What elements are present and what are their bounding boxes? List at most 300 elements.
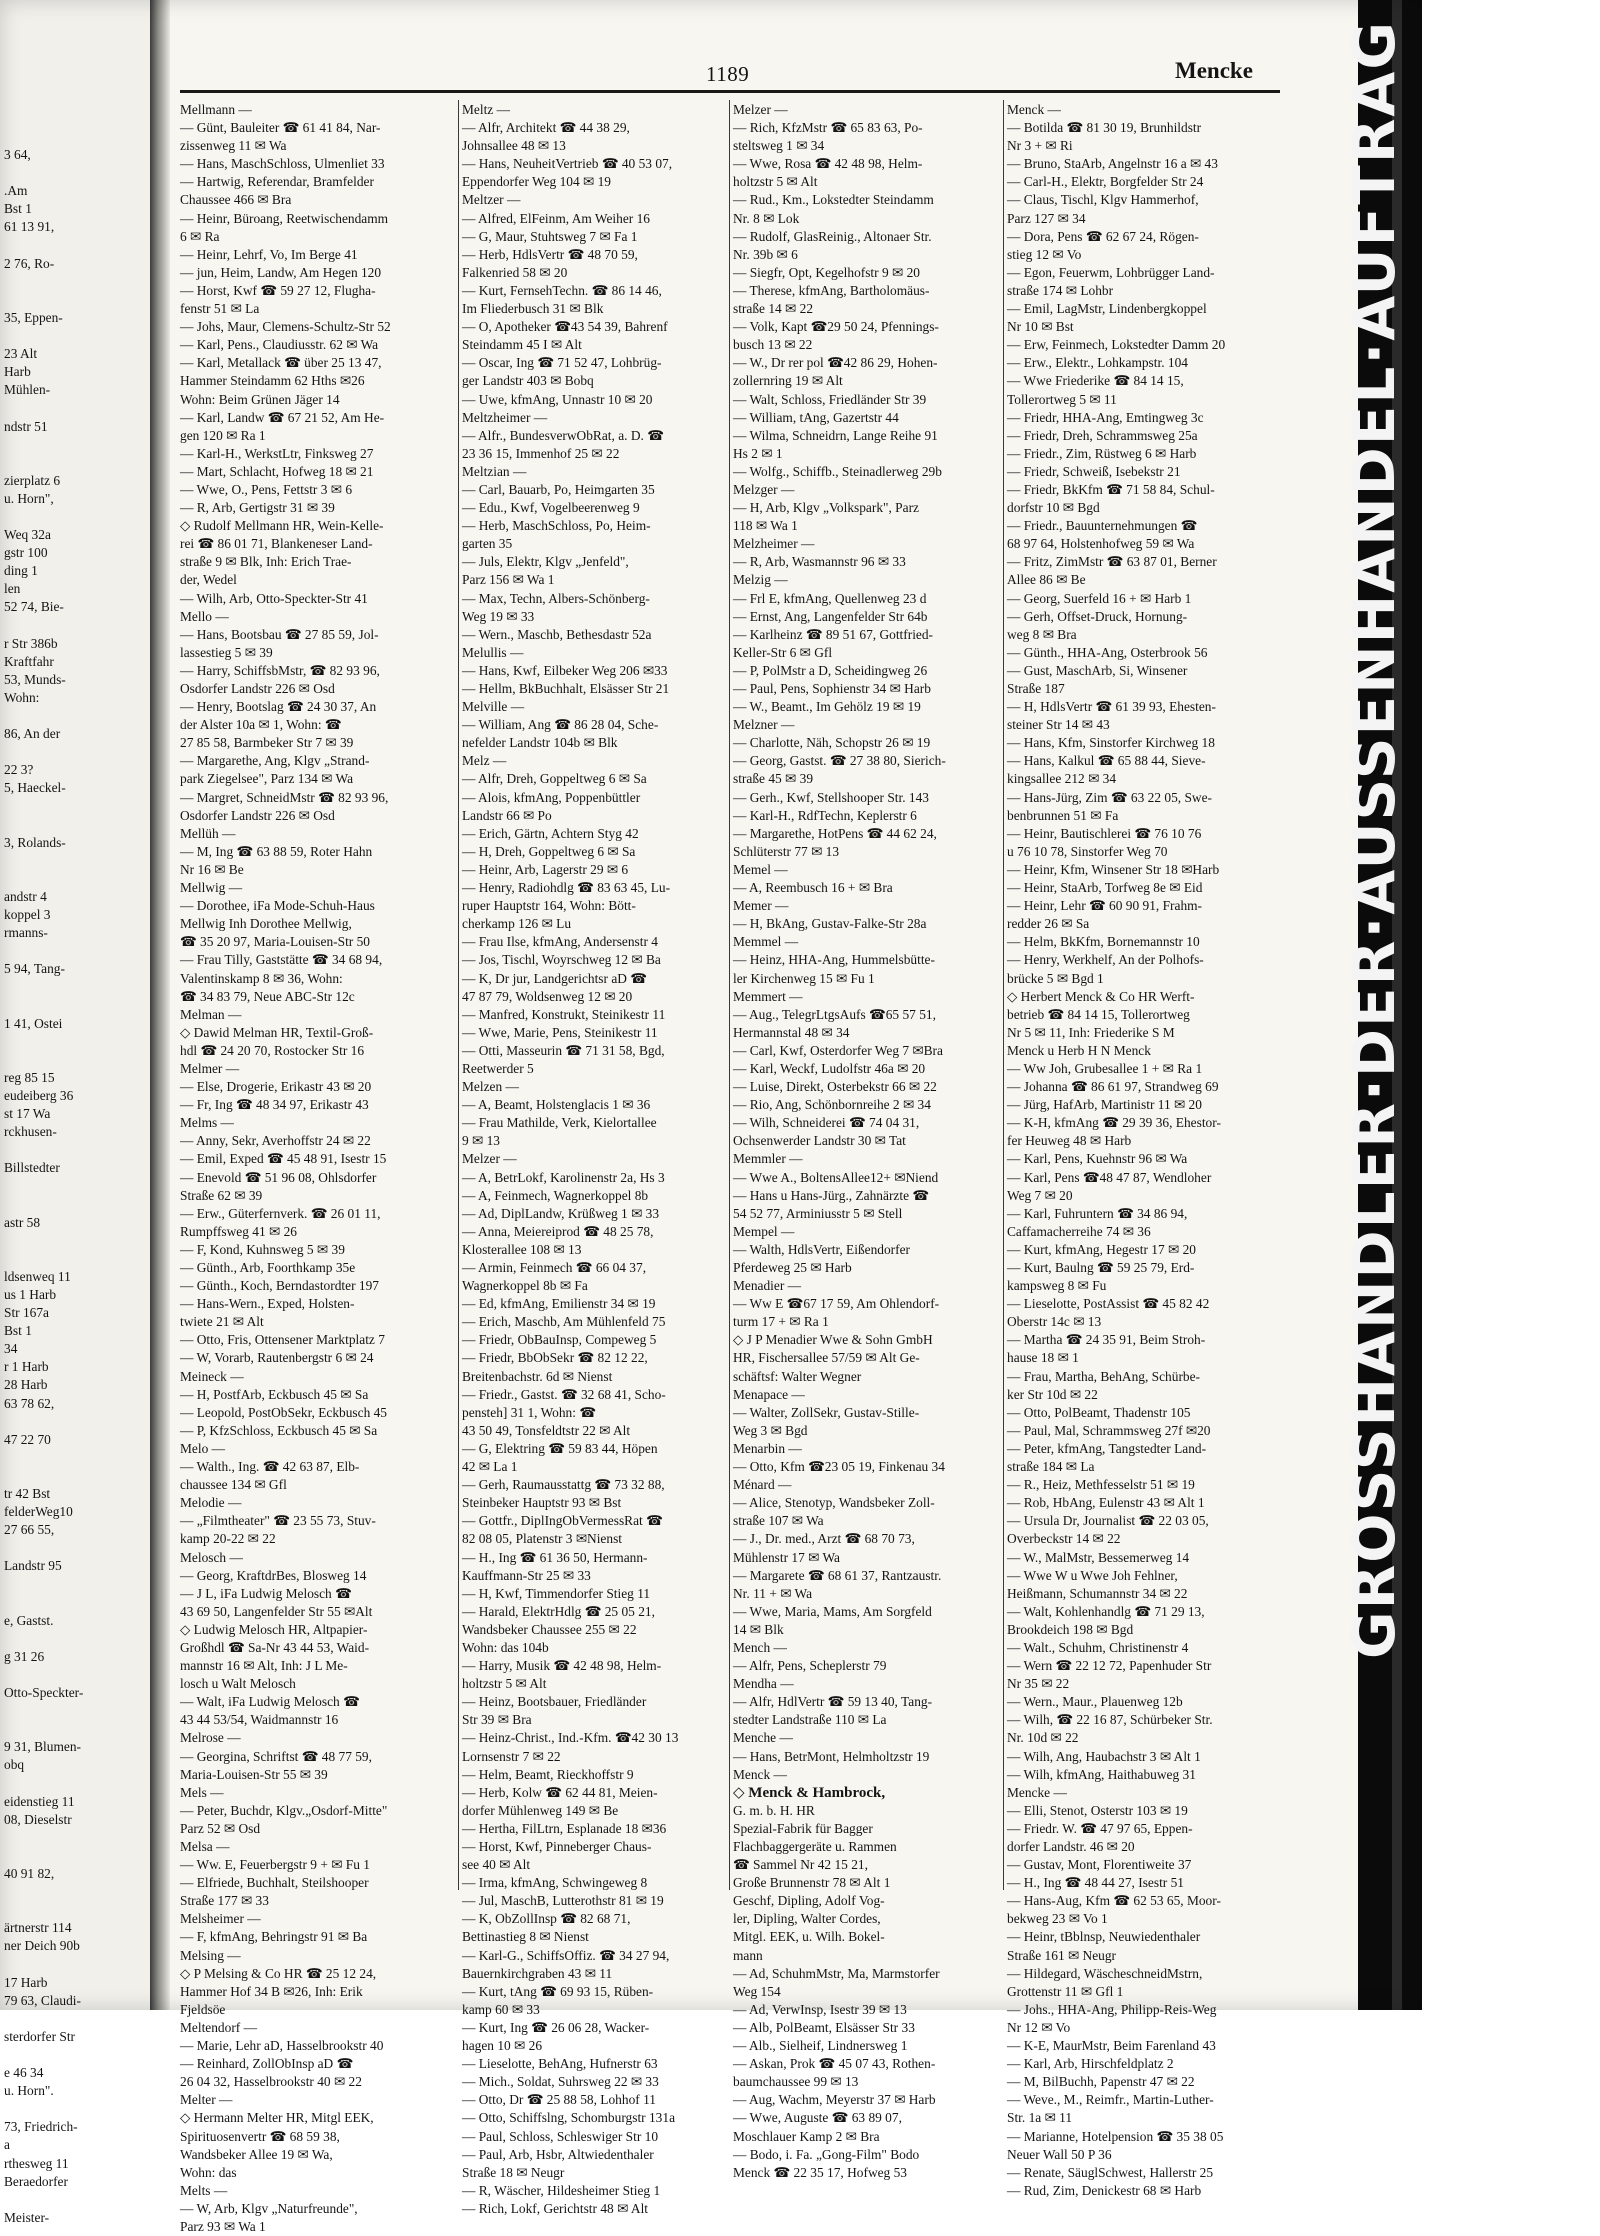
directory-line: ger Landstr 403 ✉ Bobq xyxy=(462,373,594,389)
directory-line: fenstr 51 ✉ La xyxy=(180,301,260,317)
directory-line: — Reinhard, ZollObInsp aD ☎ xyxy=(180,2056,354,2072)
directory-line: — Johs., HHA-Ang, Philipp-Reis-Weg xyxy=(1007,2001,1217,2017)
directory-line: — Karl, Arb, Hirschfeldplatz 2 xyxy=(1007,2056,1174,2072)
directory-line: Mendha — xyxy=(733,1676,794,1692)
directory-line: ◇ Rudolf Mellmann HR, Wein-Kelle- xyxy=(180,518,384,534)
directory-line: — W., MalMstr, Bessemerweg 14 xyxy=(1007,1549,1190,1565)
fragment-line: Billstedter xyxy=(4,1160,60,1176)
fragment-line: st 17 Wa xyxy=(4,1106,51,1122)
fragment-line xyxy=(4,797,150,815)
directory-line: Lornsenstr 7 ✉ 22 xyxy=(462,1748,561,1764)
fragment-line: 79 63, Claudi- xyxy=(4,1992,81,2008)
directory-line: Nr. 10d ✉ 22 xyxy=(1007,1730,1079,1746)
directory-line: stedter Landstraße 110 ✉ La xyxy=(733,1712,887,1728)
directory-line: — Egon, Feuerwm, Lohbrügger Land- xyxy=(1007,264,1215,280)
directory-line: — Lieselotte, BehAng, Hufnerstr 63 xyxy=(462,2056,658,2072)
fragment-line xyxy=(4,1141,150,1159)
directory-line: Melzger — xyxy=(733,481,795,497)
fragment-line: Wohn: xyxy=(4,689,40,705)
directory-line: straße 184 ✉ La xyxy=(1007,1459,1095,1475)
fragment-line xyxy=(4,816,150,834)
directory-line: — H, Arb, Klgv „Volkspark", Parz xyxy=(733,500,919,516)
fragment-line xyxy=(4,1033,150,1051)
directory-line: Mellmann — xyxy=(180,102,252,117)
directory-line: cherkamp 126 ✉ Lu xyxy=(462,916,572,932)
directory-line: 14 ✉ Blk xyxy=(733,1621,784,1637)
fragment-line: koppel 3 xyxy=(4,907,51,923)
column-separator xyxy=(729,100,730,1890)
directory-line: Im Fliederbusch 31 ✉ Blk xyxy=(462,301,604,317)
directory-line: — Rud, Zim, Denickestr 68 ✉ Harb xyxy=(1007,2182,1202,2198)
directory-line: — Juls, Elektr, Klgv „Jenfeld", xyxy=(462,554,629,570)
directory-line: Nr. 8 ✉ Lok xyxy=(733,210,800,226)
fragment-line: 52 74, Bie- xyxy=(4,599,64,615)
directory-line: — Wilh, ☎ 22 16 87, Schürbeker Str. xyxy=(1007,1712,1213,1728)
directory-line: — Erich, Maschb, Am Mühlenfeld 75 xyxy=(462,1314,666,1330)
directory-line: — Otti, Masseurin ☎ 71 31 58, Bgd, xyxy=(462,1042,665,1058)
directory-line: — Rich, KfzMstr ☎ 65 83 63, Po- xyxy=(733,120,923,136)
directory-line: — Friedr., Bauunternehmungen ☎ xyxy=(1007,518,1198,534)
directory-line: — Margarethe, Ang, Klgv „Strand- xyxy=(180,753,370,769)
directory-line: Hammer Hof 34 B ✉26, Inh: Erik xyxy=(180,1983,363,1999)
directory-line: — Heinr, StaArb, Torfweg 8e ✉ Eid xyxy=(1007,880,1203,896)
directory-line: — Friedr., Zim, Rüstweg 6 ✉ Harb xyxy=(1007,445,1197,461)
directory-column-1 xyxy=(180,101,455,2234)
directory-line: — Lieselotte, PostAssist ☎ 45 82 42 xyxy=(1007,1296,1210,1312)
directory-line: — Friedr, ObBauInsp, Compeweg 5 xyxy=(462,1332,657,1348)
directory-line: Chaussee 466 ✉ Bra xyxy=(180,192,292,208)
directory-line: Mencke — xyxy=(1007,1784,1067,1800)
directory-line: Melzheimer — xyxy=(733,536,815,552)
directory-line: — Heinr, Lehrf, Vo, Im Berge 41 xyxy=(180,246,358,262)
fragment-line: 17 Harb xyxy=(4,1974,48,1990)
directory-line: Melzer — xyxy=(733,102,788,117)
directory-line: — Bodo, i. Fa. „Gong-Film" Bodo xyxy=(733,2146,920,2162)
directory-line: Melzner — xyxy=(733,717,795,733)
directory-line: — J., Dr. med., Arzt ☎ 68 70 73, xyxy=(733,1531,915,1547)
directory-line: Memmler — xyxy=(733,1151,803,1167)
directory-line: Großhdl ☎ Sa-Nr 43 44 53, Waid- xyxy=(180,1639,370,1655)
directory-line: — Hans, Kfm, Sinstorfer Kirchweg 18 xyxy=(1007,735,1215,751)
fragment-line: len xyxy=(4,581,21,597)
directory-line: — Gerh, Offset-Druck, Hornung- xyxy=(1007,608,1188,624)
fragment-line: rckhusen- xyxy=(4,1124,57,1140)
directory-line: — Erw., Güterfernverk. ☎ 26 01 11, xyxy=(180,1205,381,1221)
fragment-line xyxy=(4,2100,150,2118)
directory-line: — A, Reembusch 16 + ✉ Bra xyxy=(733,880,893,896)
directory-line: — Margarete ☎ 68 61 37, Rantzaustr. xyxy=(733,1567,942,1583)
directory-line: — Ursula Dr, Journalist ☎ 22 03 05, xyxy=(1007,1513,1209,1529)
directory-line: — Gustav, Mont, Florentiweite 37 xyxy=(1007,1857,1192,1873)
fragment-line: 5, Haeckel- xyxy=(4,780,66,796)
fragment-line: 08, Dieselstr xyxy=(4,1811,72,1827)
directory-line: — Alfr., BundesverwObRat, a. D. ☎ xyxy=(462,427,664,443)
directory-line: — Rudolf, GlasReinig., Altonaer Str. xyxy=(733,228,932,244)
directory-line: pensteh] 31 1, Wohn: ☎ xyxy=(462,1404,596,1420)
fragment-line xyxy=(4,291,150,309)
fragment-line: felderWeg10 xyxy=(4,1504,73,1520)
directory-line: 68 97 64, Holstenhofweg 59 ✉ Wa xyxy=(1007,536,1195,552)
directory-line: — William, Ang ☎ 86 28 04, Sche- xyxy=(462,717,659,733)
directory-line: — Elli, Stenot, Osterstr 103 ✉ 19 xyxy=(1007,1802,1188,1818)
directory-line: Parz 156 ✉ Wa 1 xyxy=(462,572,555,588)
directory-line: — Wwe, Maria, Mams, Am Sorgfeld xyxy=(733,1603,932,1619)
directory-line: — Helm, Beamt, Rieckhoffstr 9 xyxy=(462,1766,634,1782)
directory-line: — Friedr, Schweiß, Isebekstr 21 xyxy=(1007,463,1181,479)
fragment-line: ndstr 51 xyxy=(4,418,48,434)
directory-line: Melville — xyxy=(462,699,525,715)
directory-line: — Aug., TelegrLtgsAufs ☎65 57 51, xyxy=(733,1006,936,1022)
directory-line: — Alb, PolBeamt, Elsässer Str 33 xyxy=(733,2019,915,2035)
fragment-line: a xyxy=(4,2137,10,2153)
fragment-line: us 1 Harb xyxy=(4,1287,57,1302)
directory-line: — Else, Drogerie, Erikastr 43 ✉ 20 xyxy=(180,1079,372,1095)
directory-line: — Günth., Arb, Foorthkamp 35e xyxy=(180,1260,356,1275)
directory-line: — Heinr, Arb, Lagerstr 29 ✉ 6 xyxy=(462,861,629,877)
directory-line: — Henry, Radiohdlg ☎ 83 63 45, Lu- xyxy=(462,880,671,896)
fragment-line: 73, Friedrich- xyxy=(4,2119,78,2135)
directory-line: Mempel — xyxy=(733,1223,795,1239)
fragment-line xyxy=(4,707,150,725)
directory-line: — Heinz-Christ., Ind.-Kfm. ☎42 30 13 xyxy=(462,1730,679,1746)
fragment-line: Mühlen- xyxy=(4,382,51,398)
fragment-line xyxy=(4,128,150,146)
fragment-line: Bst 1 xyxy=(4,1323,32,1339)
fragment-line: Str 167a xyxy=(4,1305,50,1321)
left-page-text xyxy=(4,128,150,2227)
directory-line: — Karlheinz ☎ 89 51 67, Gottfried- xyxy=(733,626,934,642)
fragment-line xyxy=(4,1630,150,1648)
directory-line: 43 44 53/54, Waidmannstr 16 xyxy=(180,1712,339,1728)
directory-line: — Walt, Schloss, Friedländer Str 39 xyxy=(733,391,927,407)
fragment-line: r 1 Harb xyxy=(4,1359,49,1375)
fragment-line: 3, Rolands- xyxy=(4,834,66,850)
directory-line: — Wwe, Rosa ☎ 42 48 98, Helm- xyxy=(733,156,923,172)
directory-line: — Dora, Pens ☎ 62 67 24, Rögen- xyxy=(1007,228,1199,244)
fragment-line xyxy=(4,1467,150,1485)
directory-line: Mellüh — xyxy=(180,825,236,841)
directory-line: Flachbaggergeräte u. Rammen xyxy=(733,1839,897,1854)
directory-line: — Bruno, StaArb, Angelnstr 16 a ✉ 43 xyxy=(1007,156,1218,172)
fragment-line xyxy=(4,1250,150,1268)
directory-line: — Peter, Buchdr, Klgv.„Osdorf-Mitte" xyxy=(180,1802,388,1818)
directory-line: — Ww Joh, Grubesallee 1 + ✉ Ra 1 xyxy=(1007,1060,1203,1076)
directory-line: straße 107 ✉ Wa xyxy=(733,1513,824,1529)
directory-line: benbrunnen 51 ✉ Fa xyxy=(1007,807,1119,823)
directory-line: — Herb, MaschSchloss, Po, Heim- xyxy=(462,518,651,534)
directory-line: Wohn: das 104b xyxy=(462,1639,549,1655)
fragment-line xyxy=(4,1196,150,1214)
directory-line: — Rob, HbAng, Eulenstr 43 ✉ Alt 1 xyxy=(1007,1495,1205,1511)
directory-line: HR, Fischersallee 57/59 ✉ Alt Ge- xyxy=(733,1350,920,1366)
directory-line: — Ed, kfmAng, Emilienstr 34 ✉ 19 xyxy=(462,1296,656,1312)
directory-line: park Ziegelsee", Parz 134 ✉ Wa xyxy=(180,771,354,787)
directory-line: — Wolfg., Schiffb., Steinadlerweg 29b xyxy=(733,463,942,479)
column-separator xyxy=(458,100,459,1890)
directory-line: — Gottfr., DiplIngObVermessRat ☎ xyxy=(462,1513,663,1529)
directory-line: turm 17 + ✉ Ra 1 xyxy=(733,1314,829,1330)
fragment-line: 28 Harb xyxy=(4,1377,48,1393)
directory-line: zollernring 19 ✉ Alt xyxy=(733,373,843,389)
directory-line: — Manfred, Konstrukt, Steinikestr 11 xyxy=(462,1006,666,1022)
directory-line: 27 85 58, Barmbeker Str 7 ✉ 39 xyxy=(180,735,354,751)
directory-line: — Karl, Fuhruntern ☎ 34 86 94, xyxy=(1007,1205,1188,1221)
directory-line: Nr. 39b ✉ 6 xyxy=(733,246,798,262)
fragment-line: e, Gastst. xyxy=(4,1612,54,1628)
directory-line: Mellwig Inh Dorothee Mellwig, xyxy=(180,916,352,932)
directory-line: — Gerh, Raumausstattg ☎ 73 32 88, xyxy=(462,1477,665,1493)
directory-line: — Otto, Dr ☎ 25 88 58, Lohhof 11 xyxy=(462,2092,656,2108)
directory-line: — Walth., Ing. ☎ 42 63 87, Elb- xyxy=(180,1459,360,1475)
directory-line: 54 52 77, Arminiusstr 5 ✉ Stell xyxy=(733,1205,903,1221)
directory-line: — Gerh., Kwf, Stellshooper Str. 143 xyxy=(733,789,930,805)
fragment-line: astr 58 xyxy=(4,1214,41,1230)
directory-line: nefelder Landstr 104b ✉ Blk xyxy=(462,735,618,751)
directory-column-2 xyxy=(462,101,726,2216)
directory-line: — Therese, kfmAng, Bartholomäus- xyxy=(733,282,930,298)
directory-line: ☎ 34 83 79, Neue ABC-Str 12c xyxy=(180,988,355,1004)
directory-line: — Hans, Kalkul ☎ 65 88 44, Sieve- xyxy=(1007,753,1206,769)
directory-line: — Alfr, Pens, Scheplerstr 79 xyxy=(733,1658,887,1674)
fragment-line: 5 94, Tang- xyxy=(4,961,65,977)
directory-line: — Wern., Maschb, Bethesdastr 52a xyxy=(462,626,652,642)
directory-line: Spirituosenvertr ☎ 68 59 38, xyxy=(180,2128,340,2144)
directory-line: Memer — xyxy=(733,898,789,914)
fragment-line xyxy=(4,1576,150,1594)
directory-line: Wandsbeker Chaussee 255 ✉ 22 xyxy=(462,1621,637,1637)
directory-line: straße 9 ✉ Blk, Inh: Erich Trae- xyxy=(180,554,352,570)
directory-line: — H., Ing ☎ 61 36 50, Hermann- xyxy=(462,1549,648,1565)
directory-line: — Otto, Fris, Ottensener Marktplatz 7 xyxy=(180,1332,385,1348)
directory-line: — Ww. E, Feuerbergstr 9 + ✉ Fu 1 xyxy=(180,1857,370,1873)
directory-line: straße 45 ✉ 39 xyxy=(733,771,814,787)
directory-line: garten 35 xyxy=(462,536,513,552)
directory-line: twiete 21 ✉ Alt xyxy=(180,1314,264,1330)
fragment-line: 47 22 70 xyxy=(4,1431,51,1447)
directory-line: Weg 3 ✉ Bgd xyxy=(733,1422,808,1438)
directory-line: — Heinz, Bootsbauer, Friedländer xyxy=(462,1694,647,1710)
book-gutter xyxy=(150,0,170,2010)
fragment-line xyxy=(4,997,150,1015)
directory-line: u 76 10 78, Sinstorfer Weg 70 xyxy=(1007,843,1168,859)
directory-line: — Alfr, Architekt ☎ 44 38 29, xyxy=(462,120,630,136)
directory-line: Valentinskamp 8 ✉ 36, Wohn: xyxy=(180,970,343,986)
directory-line: — Walth, HdlsVertr, Eißendorfer xyxy=(733,1241,911,1257)
directory-line: — Hans, MaschSchloss, Ulmenliet 33 xyxy=(180,156,385,172)
directory-line: — M, BilBuchh, Papenstr 47 ✉ 22 xyxy=(1007,2074,1195,2090)
fragment-line: Meister- xyxy=(4,2209,50,2225)
directory-line: — Rich, Lokf, Gerichtstr 48 ✉ Alt xyxy=(462,2200,649,2216)
directory-line: — Oscar, Ing ☎ 71 52 47, Lohbrüg- xyxy=(462,355,662,371)
directory-line: — Ad, VerwInsp, Isestr 39 ✉ 13 xyxy=(733,2001,907,2017)
directory-line: — Frl E, kfmAng, Quellenweg 23 d xyxy=(733,590,927,606)
directory-line: Meltendorf — xyxy=(180,2019,257,2035)
directory-line: — Friedr, BbObSekr ☎ 82 12 22, xyxy=(462,1350,648,1366)
fragment-line: 1 41, Ostei xyxy=(4,1015,63,1031)
directory-line: Melosch — xyxy=(180,1549,243,1565)
fragment-line xyxy=(4,1449,150,1467)
fragment-line xyxy=(4,1702,150,1720)
directory-line: — Charlotte, Näh, Schopstr 26 ✉ 19 xyxy=(733,735,931,751)
directory-line: Meltzheimer — xyxy=(462,409,548,425)
directory-line: — Siegfr, Opt, Kegelhofstr 9 ✉ 20 xyxy=(733,264,920,280)
fragment-line xyxy=(4,2191,150,2209)
directory-line: — Uwe, kfmAng, Unnastr 10 ✉ 20 xyxy=(462,391,653,407)
fragment-line xyxy=(4,2046,150,2064)
directory-line: Mels — xyxy=(180,1784,224,1800)
directory-line: — O, Apotheker ☎43 54 39, Bahrenf xyxy=(462,319,668,335)
directory-line: hagen 10 ✉ 26 xyxy=(462,2038,543,2054)
directory-line: Falkenried 58 ✉ 20 xyxy=(462,264,568,280)
fragment-line: Otto-Speckter- xyxy=(4,1685,84,1701)
edge-printed-text: GROSSHANDLER·DER·AUSSENHANDEL·AUFTRAG xyxy=(1340,20,1408,1659)
directory-line: Nr 3 + ✉ Ri xyxy=(1007,138,1073,154)
directory-line: kamp 20-22 ✉ 22 xyxy=(180,1531,276,1547)
directory-line: — Frau, Martha, BehAng, Schürbe- xyxy=(1007,1368,1201,1384)
fragment-line: Bst 1 xyxy=(4,201,32,217)
directory-line: — Karl, Landw ☎ 67 21 52, Am He- xyxy=(180,409,385,425)
fragment-line: andstr 4 xyxy=(4,888,47,904)
directory-line: — Rio, Ang, Schönbornreihe 2 ✉ 34 xyxy=(733,1097,931,1113)
fragment-line: eudeiberg 36 xyxy=(4,1087,74,1103)
directory-line: — Jul, MaschB, Lutterothstr 81 ✉ 19 xyxy=(462,1893,664,1909)
directory-line: — Kurt, tAng ☎ 69 93 15, Rüben- xyxy=(462,1983,654,1999)
directory-line: — Renate, SäuglSchwest, Hallerstr 25 xyxy=(1007,2164,1214,2180)
directory-line: — Kurt, FernsehTechn. ☎ 86 14 46, xyxy=(462,282,662,298)
directory-line: 26 04 32, Hasselbrookstr 40 ✉ 22 xyxy=(180,2074,362,2090)
fragment-line: zierplatz 6 xyxy=(4,472,61,488)
directory-line: — Friedr, Dreh, Schrammsweg 25a xyxy=(1007,427,1198,443)
directory-line: — Margarethe, HotPens ☎ 44 62 24, xyxy=(733,825,937,841)
directory-line: Nr 16 ✉ Be xyxy=(180,861,244,877)
fragment-line: Harb xyxy=(4,364,31,380)
directory-line: — Harry, SchiffsbMstr, ☎ 82 93 96, xyxy=(180,662,380,678)
directory-line: — Emil, Exped ☎ 45 48 91, Isestr 15 xyxy=(180,1151,387,1167)
directory-line: — Fr, Ing ☎ 48 34 97, Erikastr 43 xyxy=(180,1097,369,1113)
directory-line: ler, Dipling, Walter Cordes, xyxy=(733,1911,881,1927)
directory-line: Melodie — xyxy=(180,1495,242,1511)
directory-line: — Herb, HdlsVertr ☎ 48 70 59, xyxy=(462,246,638,262)
directory-line: Osdorfer Landstr 226 ✉ Osd xyxy=(180,807,335,823)
directory-line: weg 8 ✉ Bra xyxy=(1007,626,1077,642)
directory-line: — R, Arb, Wasmannstr 96 ✉ 33 xyxy=(733,554,906,570)
fragment-line: rmanns- xyxy=(4,925,48,941)
directory-line: Wohn: Beim Grünen Jäger 14 xyxy=(180,391,340,407)
directory-line: Tollerortweg 5 ✉ 11 xyxy=(1007,391,1117,407)
directory-line: — Luise, Direkt, Osterbekstr 66 ✉ 22 xyxy=(733,1079,937,1095)
directory-line: Memmert — xyxy=(733,988,803,1004)
directory-line: Memel — xyxy=(733,861,788,877)
directory-line: — Wwe, Marie, Pens, Steinikestr 11 xyxy=(462,1024,658,1040)
directory-line: Breitenbachstr. 6d ✉ Nienst xyxy=(462,1368,613,1384)
directory-line: — jun, Heim, Landw, Am Hegen 120 xyxy=(180,264,382,280)
directory-line: Brookdeich 198 ✉ Bgd xyxy=(1007,1621,1134,1637)
directory-line: — Dorothee, iFa Mode-Schuh-Haus xyxy=(180,898,375,914)
directory-line: — Hartwig, Referendar, Bramfelder xyxy=(180,174,374,190)
directory-line: — Martha ☎ 24 35 91, Beim Stroh- xyxy=(1007,1332,1206,1348)
directory-line: ◇ Menck & Hambrock, xyxy=(733,1784,886,1801)
directory-line: ker Str 10d ✉ 22 xyxy=(1007,1386,1098,1402)
fragment-line: 35, Eppen- xyxy=(4,309,63,325)
directory-line: Mitgl. EEK, u. Wilh. Bokel- xyxy=(733,1929,885,1945)
directory-line: — Max, Techn, Albers-Schönberg- xyxy=(462,590,650,606)
fragment-line: tr 42 Bst xyxy=(4,1486,51,1502)
directory-line: Melo — xyxy=(180,1440,226,1456)
directory-line: — W, Arb, Klgv „Naturfreunde", xyxy=(180,2200,358,2216)
directory-line: Kauffmann-Str 25 ✉ 33 xyxy=(462,1567,591,1583)
directory-line: Melter — xyxy=(180,2092,233,2108)
directory-line: Ménard — xyxy=(733,1477,792,1493)
directory-line: — Heinr, Bautischlerei ☎ 76 10 76 xyxy=(1007,825,1202,841)
directory-line: see 40 ✉ Alt xyxy=(462,1857,531,1873)
fragment-line xyxy=(4,743,150,761)
directory-line: Eppendorfer Weg 104 ✉ 19 xyxy=(462,174,611,190)
directory-line: — Henry, Werkhelf, An der Polhofs- xyxy=(1007,952,1204,968)
fragment-line xyxy=(4,399,150,417)
directory-line: — Heinz, HHA-Ang, Hummelsbütte- xyxy=(733,952,935,968)
directory-line: — Elfriede, Buchhalt, Steilshooper xyxy=(180,1875,369,1891)
directory-line: kampsweg 8 ✉ Fu xyxy=(1007,1278,1107,1294)
directory-line: — A, Feinmech, Wagnerkoppel 8b xyxy=(462,1187,649,1203)
directory-line: Menadier — xyxy=(733,1278,802,1294)
directory-line: Osdorfer Landstr 226 ✉ Osd xyxy=(180,681,335,696)
directory-line: Steindamm 45 I ✉ Alt xyxy=(462,337,582,353)
directory-line: — Irma, kfmAng, Schwingeweg 8 xyxy=(462,1875,648,1891)
directory-line: Menck — xyxy=(1007,102,1061,117)
directory-line: Nr 5 ✉ 11, Inh: Friederike S M xyxy=(1007,1024,1175,1040)
fragment-line xyxy=(4,1666,150,1684)
directory-line: — G, Elektring ☎ 59 83 44, Höpen xyxy=(462,1440,658,1456)
fragment-line: sterdorfer Str xyxy=(4,2028,76,2044)
directory-line: Moschlauer Kamp 2 ✉ Bra xyxy=(733,2128,880,2144)
directory-line: 47 87 79, Woldsenweg 12 ✉ 20 xyxy=(462,988,633,1004)
directory-line: — Karl-H., WerkstLtr, Finksweg 27 xyxy=(180,445,374,461)
directory-line: steltsweg 1 ✉ 34 xyxy=(733,138,825,154)
directory-line: — Frau Tilly, Gaststätte ☎ 34 68 94, xyxy=(180,952,383,968)
directory-line: — Friedr, HHA-Ang, Emtingweg 3c xyxy=(1007,409,1204,425)
directory-line: — Georg, KraftdrBes, Blosweg 14 xyxy=(180,1567,367,1583)
fragment-line xyxy=(4,852,150,870)
fragment-line xyxy=(4,870,150,888)
directory-line: Johnsallee 48 ✉ 13 xyxy=(462,138,566,154)
directory-line: Menck u Herb H N Menck xyxy=(1007,1042,1151,1058)
directory-line: 118 ✉ Wa 1 xyxy=(733,518,798,534)
directory-line: rei ☎ 86 01 71, Blankeneser Land- xyxy=(180,536,373,552)
directory-line: hause 18 ✉ 1 xyxy=(1007,1350,1079,1366)
directory-line: — Carl, Kwf, Osterdorfer Weg 7 ✉Bra xyxy=(733,1042,943,1058)
directory-line: Reetwerder 5 xyxy=(462,1060,534,1076)
directory-line: Bettinastieg 8 ✉ Nienst xyxy=(462,1929,589,1945)
directory-line: Mench — xyxy=(733,1639,787,1655)
directory-line: — Walt, Kohlenhandlg ☎ 71 29 13, xyxy=(1007,1603,1205,1619)
fragment-line: rthesweg 11 xyxy=(4,2155,69,2171)
directory-line: — H, Kwf, Timmendorfer Stieg 11 xyxy=(462,1585,651,1601)
directory-line: — Johanna ☎ 86 61 97, Strandweg 69 xyxy=(1007,1079,1219,1095)
directory-line: Nr 35 ✉ 22 xyxy=(1007,1676,1070,1692)
fragment-line xyxy=(4,1720,150,1738)
directory-line: — H, PostfArb, Eckbusch 45 ✉ Sa xyxy=(180,1386,369,1402)
directory-line: — G, Maur, Stuhtsweg 7 ✉ Fa 1 xyxy=(462,228,638,244)
fragment-line xyxy=(4,617,150,635)
directory-line: — Hans, BetrMont, Helmholtzstr 19 xyxy=(733,1748,930,1764)
directory-line: Parz 127 ✉ 34 xyxy=(1007,210,1086,226)
directory-line: — Hellm, BkBuchhalt, Elsässer Str 21 xyxy=(462,681,670,696)
fragment-line: .Am xyxy=(4,183,28,199)
directory-line: Meltz — xyxy=(462,102,510,117)
fragment-line xyxy=(4,2010,150,2028)
directory-line: kingsallee 212 ✉ 34 xyxy=(1007,771,1117,787)
directory-line: Melzig — xyxy=(733,572,788,588)
